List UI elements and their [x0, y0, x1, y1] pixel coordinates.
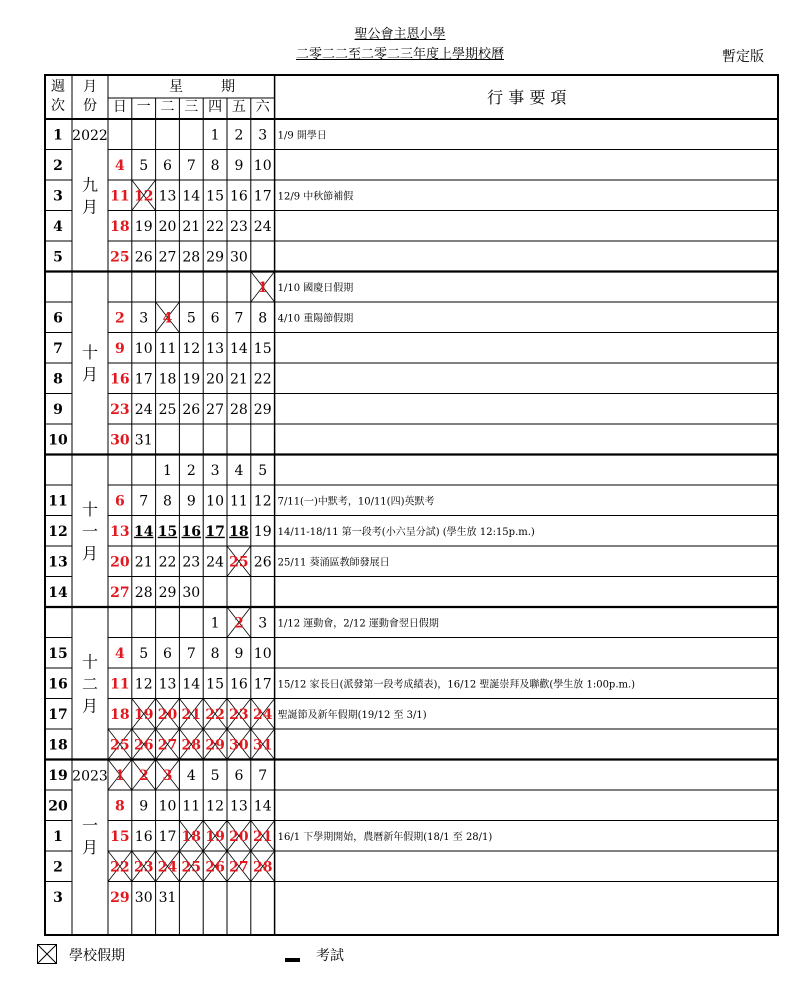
week-number: 3	[53, 889, 63, 906]
date-cell: 11	[110, 676, 130, 693]
date-cell: 10	[158, 798, 177, 815]
date-cell: 14	[229, 340, 248, 357]
date-cell: 17	[134, 371, 153, 388]
legend	[37, 942, 637, 968]
date-cell: 22	[158, 554, 177, 571]
date-cell: 16	[110, 371, 130, 388]
date-cell: 14	[182, 676, 201, 693]
date-cell: 15	[110, 828, 130, 845]
date-cell: 30	[134, 889, 153, 906]
date-cell: 5	[139, 157, 149, 174]
holiday-date: 24	[157, 859, 178, 876]
week-number: 3	[53, 188, 63, 205]
month-label: 十	[81, 499, 99, 519]
holiday-date: 2	[138, 767, 149, 784]
date-cell: 2	[234, 127, 244, 144]
holiday-date: 22	[205, 706, 225, 723]
weekday-label: 六	[255, 99, 270, 115]
weekday-label: 四	[208, 99, 223, 115]
week-number: 10	[48, 432, 68, 449]
event-text: 4/10 重陽節假期	[277, 313, 354, 325]
holiday-date: 23	[229, 706, 249, 723]
weekday-label: 三	[184, 99, 199, 115]
date-cell: 30	[182, 584, 201, 601]
exam-date: 17	[205, 523, 225, 540]
date-cell: 19	[253, 523, 272, 540]
date-cell: 3	[139, 310, 149, 327]
date-cell: 7	[186, 645, 196, 662]
week-header: 週	[51, 79, 65, 95]
date-cell: 22	[253, 371, 272, 388]
date-cell: 9	[234, 645, 244, 662]
holiday-date: 12	[133, 188, 154, 205]
event-text: 7/11(一)中默考，10/11(四)英默考	[277, 496, 435, 508]
exam-legend-label: 考試	[316, 948, 344, 964]
holiday-date: 2	[234, 615, 244, 632]
date-cell: 12	[253, 493, 272, 510]
holiday-date: 19	[133, 706, 154, 723]
month-year-label: 2023	[72, 768, 108, 785]
date-cell: 27	[110, 584, 130, 601]
weekday-label: 一	[136, 99, 151, 115]
holiday-date: 22	[110, 859, 130, 876]
date-cell: 8	[258, 310, 268, 327]
date-cell: 13	[229, 798, 248, 815]
date-cell: 18	[110, 218, 130, 235]
date-cell: 3	[258, 615, 268, 632]
month-header: 份	[83, 98, 97, 114]
date-cell: 13	[206, 340, 225, 357]
date-cell: 10	[134, 340, 153, 357]
holiday-date: 24	[252, 706, 273, 723]
date-cell: 1	[163, 462, 172, 479]
school-name: 聖公會主恩小學	[354, 27, 446, 42]
date-cell: 30	[110, 432, 130, 449]
school-calendar-table	[44, 74, 779, 936]
week-number: 12	[48, 523, 68, 540]
exam-date: 18	[229, 523, 249, 540]
weekday-label: 日	[112, 99, 127, 115]
event-text: 聖誕節及新年假期(19/12 至 3/1)	[277, 709, 427, 721]
week-number: 16	[48, 676, 68, 693]
week-number: 2	[53, 859, 63, 876]
month-label: 一	[81, 521, 99, 541]
week-number: 13	[48, 554, 68, 571]
date-cell: 28	[134, 584, 153, 601]
date-cell: 21	[182, 218, 201, 235]
date-cell: 13	[110, 523, 130, 540]
date-cell: 6	[163, 645, 172, 662]
date-cell: 13	[158, 188, 177, 205]
week-number: 2	[53, 157, 63, 174]
holiday-date: 29	[205, 737, 225, 754]
holiday-date: 31	[252, 737, 273, 754]
date-cell: 4	[234, 462, 244, 479]
date-cell: 7	[139, 493, 149, 510]
month-label: 月	[81, 696, 99, 716]
date-cell: 12	[182, 340, 201, 357]
date-cell: 2	[115, 310, 125, 327]
holiday-date: 30	[229, 737, 249, 754]
calendar-grid	[44, 74, 779, 936]
weekday-header: 星	[169, 79, 183, 95]
holiday-date: 21	[252, 828, 273, 845]
date-cell: 8	[115, 798, 125, 815]
date-cell: 28	[229, 401, 248, 418]
holiday-date: 27	[229, 859, 249, 876]
date-cell: 6	[163, 157, 172, 174]
date-cell: 28	[182, 249, 201, 266]
week-number: 11	[48, 493, 68, 510]
month-label: 月	[81, 365, 99, 384]
date-cell: 6	[210, 310, 220, 327]
week-number: 19	[48, 767, 68, 784]
date-cell: 24	[253, 218, 272, 235]
date-cell: 8	[210, 157, 220, 174]
date-cell: 16	[229, 676, 248, 693]
date-cell: 5	[258, 462, 268, 479]
holiday-date: 28	[252, 859, 273, 876]
exam-date: 15	[157, 523, 178, 540]
date-cell: 29	[206, 249, 225, 266]
week-number: 9	[53, 401, 63, 418]
date-cell: 25	[158, 401, 177, 418]
week-number: 14	[48, 584, 68, 601]
holiday-date: 1	[257, 279, 268, 296]
date-cell: 11	[229, 493, 248, 510]
date-cell: 31	[134, 432, 153, 449]
event-text: 15/12 家長日(派發第一段考成績表)，16/12 聖誕崇拜及聯歡(學生放 1:00p.m.)	[277, 679, 636, 691]
date-cell: 15	[253, 340, 272, 357]
weekday-header: 期	[221, 79, 235, 95]
exam-legend-icon	[285, 958, 300, 962]
date-cell: 23	[229, 218, 248, 235]
date-cell: 6	[115, 493, 125, 510]
event-text: 12/9 中秋節補假	[277, 191, 354, 203]
holiday-date: 23	[133, 859, 154, 876]
holiday-date: 18	[181, 828, 202, 845]
event-text: 16/1 下學期開始，農曆新年假期(18/1 至 28/1)	[277, 831, 493, 843]
event-text: 14/11-18/11 第一段考(小六呈分試) (學生放 12:15p.m.)	[277, 526, 535, 538]
week-number: 6	[53, 310, 63, 327]
weekday-label: 五	[231, 99, 246, 115]
date-cell: 9	[186, 493, 196, 510]
date-cell: 19	[134, 218, 153, 235]
version-label: 暫定版	[722, 49, 764, 65]
date-cell: 4	[186, 767, 196, 784]
month-label: 九	[81, 175, 99, 195]
week-number: 7	[53, 340, 63, 357]
month-label: 月	[81, 543, 99, 563]
date-cell: 23	[110, 401, 130, 418]
date-cell: 27	[158, 249, 177, 266]
date-cell: 5	[186, 310, 196, 327]
week-number: 18	[48, 737, 68, 754]
month-label: 月	[81, 197, 99, 217]
week-number: 1	[53, 127, 63, 144]
date-cell: 29	[253, 401, 272, 418]
date-cell: 22	[206, 218, 225, 235]
date-cell: 11	[158, 340, 177, 357]
holiday-date: 27	[157, 737, 178, 754]
exam-date: 14	[133, 523, 154, 540]
date-cell: 7	[186, 157, 196, 174]
date-cell: 12	[206, 798, 225, 815]
week-number: 8	[53, 371, 63, 388]
date-cell: 7	[234, 310, 244, 327]
date-cell: 15	[206, 676, 225, 693]
exam-date: 16	[181, 523, 202, 540]
date-cell: 2	[186, 462, 196, 479]
holiday-legend-label: 學校假期	[69, 948, 125, 964]
date-cell: 23	[182, 554, 201, 571]
date-cell: 9	[139, 798, 149, 815]
holiday-date: 21	[181, 706, 202, 723]
date-cell: 5	[139, 645, 149, 662]
date-cell: 21	[134, 554, 153, 571]
holiday-date: 20	[157, 706, 178, 723]
date-cell: 6	[234, 767, 244, 784]
date-cell: 17	[158, 828, 177, 845]
date-cell: 26	[253, 554, 272, 571]
date-cell: 29	[158, 584, 177, 601]
holiday-date: 25	[181, 859, 202, 876]
month-label: 十	[81, 652, 99, 672]
event-text: 25/11 葵涌區教師發展日	[277, 557, 390, 569]
holiday-date: 19	[205, 828, 225, 845]
date-cell: 18	[110, 706, 130, 723]
holiday-date: 1	[115, 767, 125, 784]
date-cell: 18	[158, 371, 177, 388]
date-cell: 12	[134, 676, 153, 693]
date-cell: 21	[229, 371, 248, 388]
date-cell: 30	[229, 249, 248, 266]
date-cell: 27	[206, 401, 225, 418]
week-number: 4	[53, 218, 63, 235]
date-cell: 13	[158, 676, 177, 693]
holiday-date: 3	[162, 767, 173, 784]
date-cell: 29	[110, 889, 130, 906]
holiday-date: 25	[229, 554, 249, 571]
date-cell: 17	[253, 188, 272, 205]
week-number: 15	[48, 645, 68, 662]
month-header: 月	[83, 79, 97, 95]
calendar-header	[0, 0, 800, 70]
holiday-date: 26	[133, 737, 154, 754]
date-cell: 16	[134, 828, 153, 845]
date-cell: 14	[182, 188, 201, 205]
date-cell: 26	[182, 401, 201, 418]
date-cell: 14	[253, 798, 272, 815]
date-cell: 16	[229, 188, 248, 205]
date-cell: 9	[115, 340, 125, 357]
holiday-date: 26	[205, 859, 225, 876]
date-cell: 25	[110, 249, 130, 266]
week-number: 17	[48, 706, 68, 723]
date-cell: 26	[134, 249, 153, 266]
date-cell: 19	[182, 371, 201, 388]
event-text: 1/9 開學日	[277, 130, 327, 142]
date-cell: 3	[210, 462, 220, 479]
holiday-date: 4	[162, 310, 173, 327]
weekday-label: 二	[160, 99, 175, 115]
date-cell: 11	[110, 188, 130, 205]
date-cell: 7	[258, 767, 268, 784]
date-cell: 9	[234, 157, 244, 174]
event-text: 1/12 運動會，2/12 運動會翌日假期	[277, 618, 439, 630]
calendar-title: 二零二二至二零二三年度上學期校曆	[295, 47, 504, 62]
date-cell: 1	[210, 615, 220, 632]
date-cell: 4	[115, 157, 125, 174]
month-label: 十	[81, 343, 99, 362]
date-cell: 10	[253, 157, 272, 174]
week-number: 1	[53, 828, 63, 845]
week-header: 次	[51, 98, 65, 114]
holiday-date: 20	[229, 828, 249, 845]
week-number: 20	[48, 798, 68, 815]
date-cell: 4	[115, 645, 125, 662]
month-label: 二	[81, 674, 99, 694]
event-text: 1/10 國慶日假期	[277, 282, 354, 294]
month-label: 月	[81, 837, 99, 857]
date-cell: 3	[258, 127, 268, 144]
date-cell: 20	[158, 218, 177, 235]
date-cell: 1	[210, 127, 220, 144]
date-cell: 5	[210, 767, 220, 784]
month-year-label: 2022	[72, 128, 108, 144]
date-cell: 31	[158, 889, 177, 906]
holiday-date: 25	[110, 737, 130, 754]
date-cell: 24	[206, 554, 225, 571]
holiday-date: 28	[181, 737, 202, 754]
date-cell: 10	[253, 645, 272, 662]
date-cell: 10	[206, 493, 225, 510]
month-label: 一	[81, 815, 99, 835]
date-cell: 15	[206, 188, 225, 205]
holiday-legend-icon	[37, 944, 57, 964]
date-cell: 11	[182, 798, 201, 815]
date-cell: 8	[210, 645, 220, 662]
date-cell: 17	[253, 676, 272, 693]
date-cell: 20	[110, 554, 130, 571]
events-header: 行 事 要 項	[487, 88, 567, 107]
week-number: 5	[53, 249, 63, 266]
date-cell: 20	[206, 371, 225, 388]
date-cell: 24	[134, 401, 153, 418]
date-cell: 8	[163, 493, 172, 510]
